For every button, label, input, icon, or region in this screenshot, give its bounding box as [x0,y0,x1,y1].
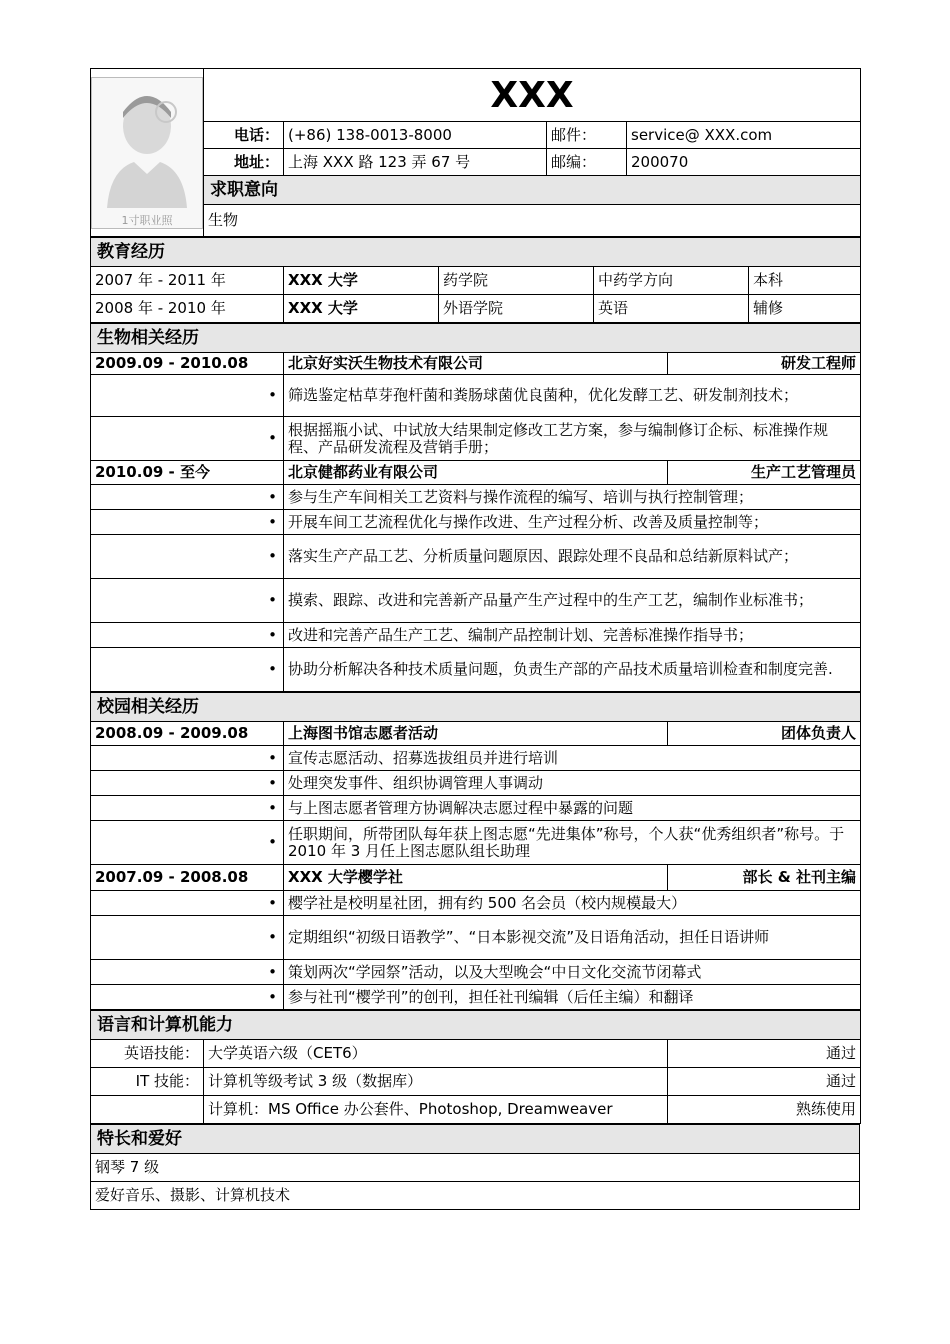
education-row [91,295,861,323]
list-item [91,796,861,821]
hobbies-table [90,1124,860,1210]
edu-college: 药学院 [439,267,594,295]
skill-item: 大学英语六级（CET6） [204,1040,668,1068]
edu-period: 2008 年 - 2010 年 [91,295,284,323]
address-value: 上海 XXX 路 123 弄 67 号 [284,149,547,176]
edu-degree: 辅修 [749,295,861,323]
hobby-item: 爱好音乐、摄影、计算机技术 [91,1182,860,1210]
job-header [91,722,861,746]
bio-experience-table [90,323,861,692]
job-header [91,865,861,891]
job-company: 北京健都药业有限公司 [284,461,668,485]
list-item [91,623,861,648]
bullet-icon: • [91,623,284,648]
job-period: 2009.09 - 2010.08 [91,353,284,375]
skill-item: 计算机等级考试 3 级（数据库） [204,1068,668,1096]
header-table [90,68,861,237]
list-item [91,771,861,796]
bullet-text: 改进和完善产品生产工艺、编制产品控制计划、完善标准操作指导书； [284,623,861,648]
profile-photo [91,77,203,229]
address-label: 地址： [204,149,284,176]
job-period: 2008.09 - 2009.08 [91,722,284,746]
education-title: 教育经历 [91,238,861,267]
skill-level: 熟练使用 [668,1096,861,1124]
job-header [91,461,861,485]
bullet-icon: • [91,821,284,865]
job-header [91,353,861,375]
hobby-item: 钢琴 7 级 [91,1154,860,1182]
objective-value: 生物 [204,205,861,237]
bullet-icon: • [91,916,284,960]
resume [90,68,860,1210]
education-row [91,267,861,295]
list-item [91,579,861,623]
bullet-text: 定期组织“初级日语教学”、“日本影视交流”及日语角活动，担任日语讲师 [284,916,861,960]
bullet-text: 策划两次“学园祭”活动，以及大型晚会“中日文化交流节闭幕式 [284,960,861,985]
edu-major: 中药学方向 [594,267,749,295]
skill-level: 通过 [668,1040,861,1068]
skills-title: 语言和计算机能力 [91,1011,861,1040]
skill-item: 计算机：MS Office 办公套件、Photoshop, Dreamweaver [204,1096,668,1124]
list-item [91,821,861,865]
campus-experience-table [90,692,861,1010]
bullet-text: 参与社刊“樱学刊”的创刊，担任社刊编辑（后任主编）和翻译 [284,985,861,1010]
job-role: 部长 & 社刊主编 [668,865,861,891]
list-item [91,417,861,461]
job-period: 2007.09 - 2008.08 [91,865,284,891]
list-item [91,746,861,771]
bullet-icon: • [91,985,284,1010]
hobbies-title: 特长和爱好 [91,1125,860,1154]
edu-college: 外语学院 [439,295,594,323]
candidate-name: XXX [204,69,861,122]
skill-row [91,1068,861,1096]
bullet-icon: • [91,771,284,796]
email-label: 邮件： [547,122,627,149]
skill-label: IT 技能： [91,1068,204,1096]
bullet-text: 任职期间，所带团队每年获上图志愿“先进集体”称号，个人获“优秀组织者”称号。于 2010 年 3 月任上图志愿队组长助理 [284,821,861,865]
bullet-icon: • [91,510,284,535]
bullet-text: 宣传志愿活动、招募选拔组员并进行培训 [284,746,861,771]
job-role: 团体负责人 [668,722,861,746]
phone-value: (+86) 138-0013-8000 [284,122,547,149]
job-company: 北京好实沃生物技术有限公司 [284,353,668,375]
bullet-icon: • [91,796,284,821]
campus-title: 校园相关经历 [91,693,861,722]
bullet-text: 樱学社是校明星社团，拥有约 500 名会员（校内规模最大） [284,891,861,916]
skill-row [91,1040,861,1068]
bullet-text: 根据摇瓶小试、中试放大结果制定修改工艺方案，参与编制修订企标、标准操作规程、产品研发流程及营销手册； [284,417,861,461]
bullet-icon: • [91,485,284,510]
phone-label: 电话： [204,122,284,149]
zip-value: 200070 [627,149,861,176]
skills-table [90,1010,861,1124]
skill-label [91,1096,204,1124]
skill-row [91,1096,861,1124]
bullet-icon: • [91,960,284,985]
bullet-text: 开展车间工艺流程优化与操作改进、生产过程分析、改善及质量控制等； [284,510,861,535]
bullet-icon: • [91,417,284,461]
bullet-text: 参与生产车间相关工艺资料与操作流程的编写、培训与执行控制管理； [284,485,861,510]
job-company: 上海图书馆志愿者活动 [284,722,668,746]
edu-school: XXX 大学 [284,267,439,295]
education-table [90,237,861,323]
bullet-text: 摸索、跟踪、改进和完善新产品量产生产过程中的生产工艺，编制作业标准书； [284,579,861,623]
list-item [91,535,861,579]
bullet-icon: • [91,746,284,771]
job-role: 研发工程师 [668,353,861,375]
edu-major: 英语 [594,295,749,323]
edu-degree: 本科 [749,267,861,295]
job-role: 生产工艺管理员 [668,461,861,485]
job-period: 2010.09 - 至今 [91,461,284,485]
skill-level: 通过 [668,1068,861,1096]
bullet-text: 落实生产产品工艺、分析质量问题原因、跟踪处理不良品和总结新原料试产； [284,535,861,579]
job-company: XXX 大学樱学社 [284,865,668,891]
list-item [91,985,861,1010]
edu-period: 2007 年 - 2011 年 [91,267,284,295]
bullet-icon: • [91,648,284,692]
objective-title: 求职意向 [204,176,861,205]
list-item [91,960,861,985]
edu-school: XXX 大学 [284,295,439,323]
skill-label: 英语技能： [91,1040,204,1068]
photo-caption: 1寸职业照 [121,213,173,227]
bullet-icon: • [91,579,284,623]
email-value: service@ XXX.com [627,122,861,149]
list-item [91,485,861,510]
zip-label: 邮编： [547,149,627,176]
bullet-icon: • [91,535,284,579]
bullet-icon: • [91,375,284,417]
list-item [91,510,861,535]
bullet-text: 筛选鉴定枯草芽孢杆菌和粪肠球菌优良菌种，优化发酵工艺、研发制剂技术； [284,375,861,417]
avatar-icon [92,78,202,228]
bio-title: 生物相关经历 [91,324,861,353]
list-item [91,648,861,692]
bullet-text: 与上图志愿者管理方协调解决志愿过程中暴露的问题 [284,796,861,821]
list-item [91,375,861,417]
list-item [91,916,861,960]
bullet-text: 处理突发事件、组织协调管理人事调动 [284,771,861,796]
bullet-text: 协助分析解决各种技术质量问题，负责生产部的产品技术质量培训检查和制度完善. [284,648,861,692]
photo-cell [91,69,204,237]
list-item [91,891,861,916]
bullet-icon: • [91,891,284,916]
